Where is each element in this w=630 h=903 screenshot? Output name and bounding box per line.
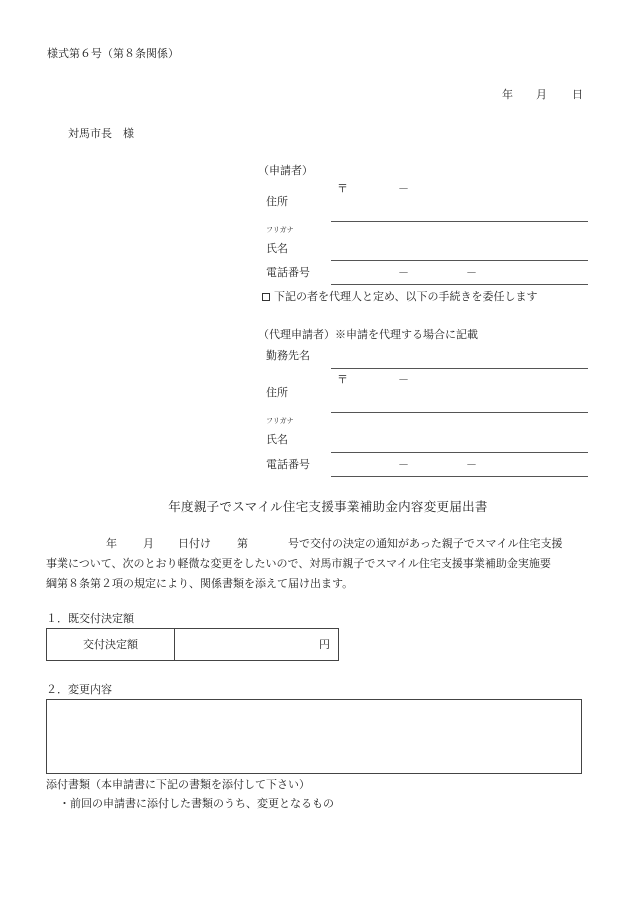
body-day-ref: 日付け <box>178 537 211 550</box>
attachments-item: ・前回の申請書に添付した書類のうち、変更となるもの <box>59 797 334 810</box>
change-content-field[interactable] <box>46 699 582 774</box>
granted-amount-unit: 円 <box>319 638 330 651</box>
date-year-label: 年 <box>502 88 513 101</box>
section1-heading: １．既交付決定額 <box>46 612 134 625</box>
applicant-postal-dash: － <box>398 182 409 195</box>
agent-section-label: （代理申請者）※申請を代理する場合に記載 <box>258 328 478 341</box>
addressee: 対馬市長 様 <box>68 127 134 140</box>
applicant-name-label: 氏名 <box>266 242 288 255</box>
body-line-3: 綱第８条第２項の規定により、関係書類を添えて届け出ます。 <box>46 577 354 590</box>
agent-furigana-label: フリガナ <box>266 417 294 425</box>
agent-workplace-field[interactable] <box>331 368 588 369</box>
applicant-postal-mark: 〒 <box>337 182 348 195</box>
agent-name-field[interactable] <box>331 452 588 453</box>
body-paragraph <box>46 534 586 594</box>
agent-phone-label: 電話番号 <box>266 458 310 471</box>
body-dai: 第 <box>237 537 248 550</box>
applicant-address-field[interactable] <box>331 221 588 222</box>
applicant-phone-dash-1: － <box>398 266 409 279</box>
applicant-phone-field[interactable] <box>331 284 588 285</box>
body-month: 月 <box>143 537 154 550</box>
agent-postal-mark: 〒 <box>337 373 348 386</box>
body-line1-rest: 号で交付の決定の通知があった親子でスマイル住宅支援 <box>288 537 563 550</box>
granted-amount-table <box>46 628 339 661</box>
agent-postal-dash: － <box>398 373 409 386</box>
granted-amount-field[interactable] <box>175 629 338 660</box>
agent-address-field[interactable] <box>331 412 588 413</box>
date-day-label: 日 <box>572 88 583 101</box>
applicant-phone-dash-2: － <box>466 266 477 279</box>
date-month-label: 月 <box>536 88 547 101</box>
applicant-furigana-label: フリガナ <box>266 226 294 234</box>
body-line-2: 事業について、次のとおり軽微な変更をしたいので、対馬市親子でスマイル住宅支援事業補助金実施要 <box>46 557 551 570</box>
agent-phone-field[interactable] <box>331 476 588 477</box>
delegation-row <box>262 290 538 303</box>
granted-amount-label: 交付決定額 <box>83 638 138 651</box>
applicant-address-label: 住所 <box>266 195 288 208</box>
delegation-text: 下記の者を代理人と定め、以下の手続きを委任します <box>274 290 538 303</box>
applicant-section-label: （申請者） <box>258 164 313 177</box>
agent-address-label: 住所 <box>266 386 288 399</box>
delegation-checkbox[interactable] <box>262 293 270 301</box>
form-number: 様式第６号（第８条関係） <box>47 47 179 60</box>
agent-workplace-label: 勤務先名 <box>266 349 310 362</box>
agent-phone-dash-2: － <box>466 458 477 471</box>
applicant-phone-label: 電話番号 <box>266 266 310 279</box>
agent-name-label: 氏名 <box>266 433 288 446</box>
applicant-name-field[interactable] <box>331 260 588 261</box>
body-year: 年 <box>106 537 117 550</box>
document-title: 年度親子でスマイル住宅支援事業補助金内容変更届出書 <box>168 499 488 514</box>
agent-phone-dash-1: － <box>398 458 409 471</box>
section2-heading: ２．変更内容 <box>46 683 112 696</box>
attachments-heading: 添付書類（本申請書に下記の書類を添付して下さい） <box>46 778 310 791</box>
